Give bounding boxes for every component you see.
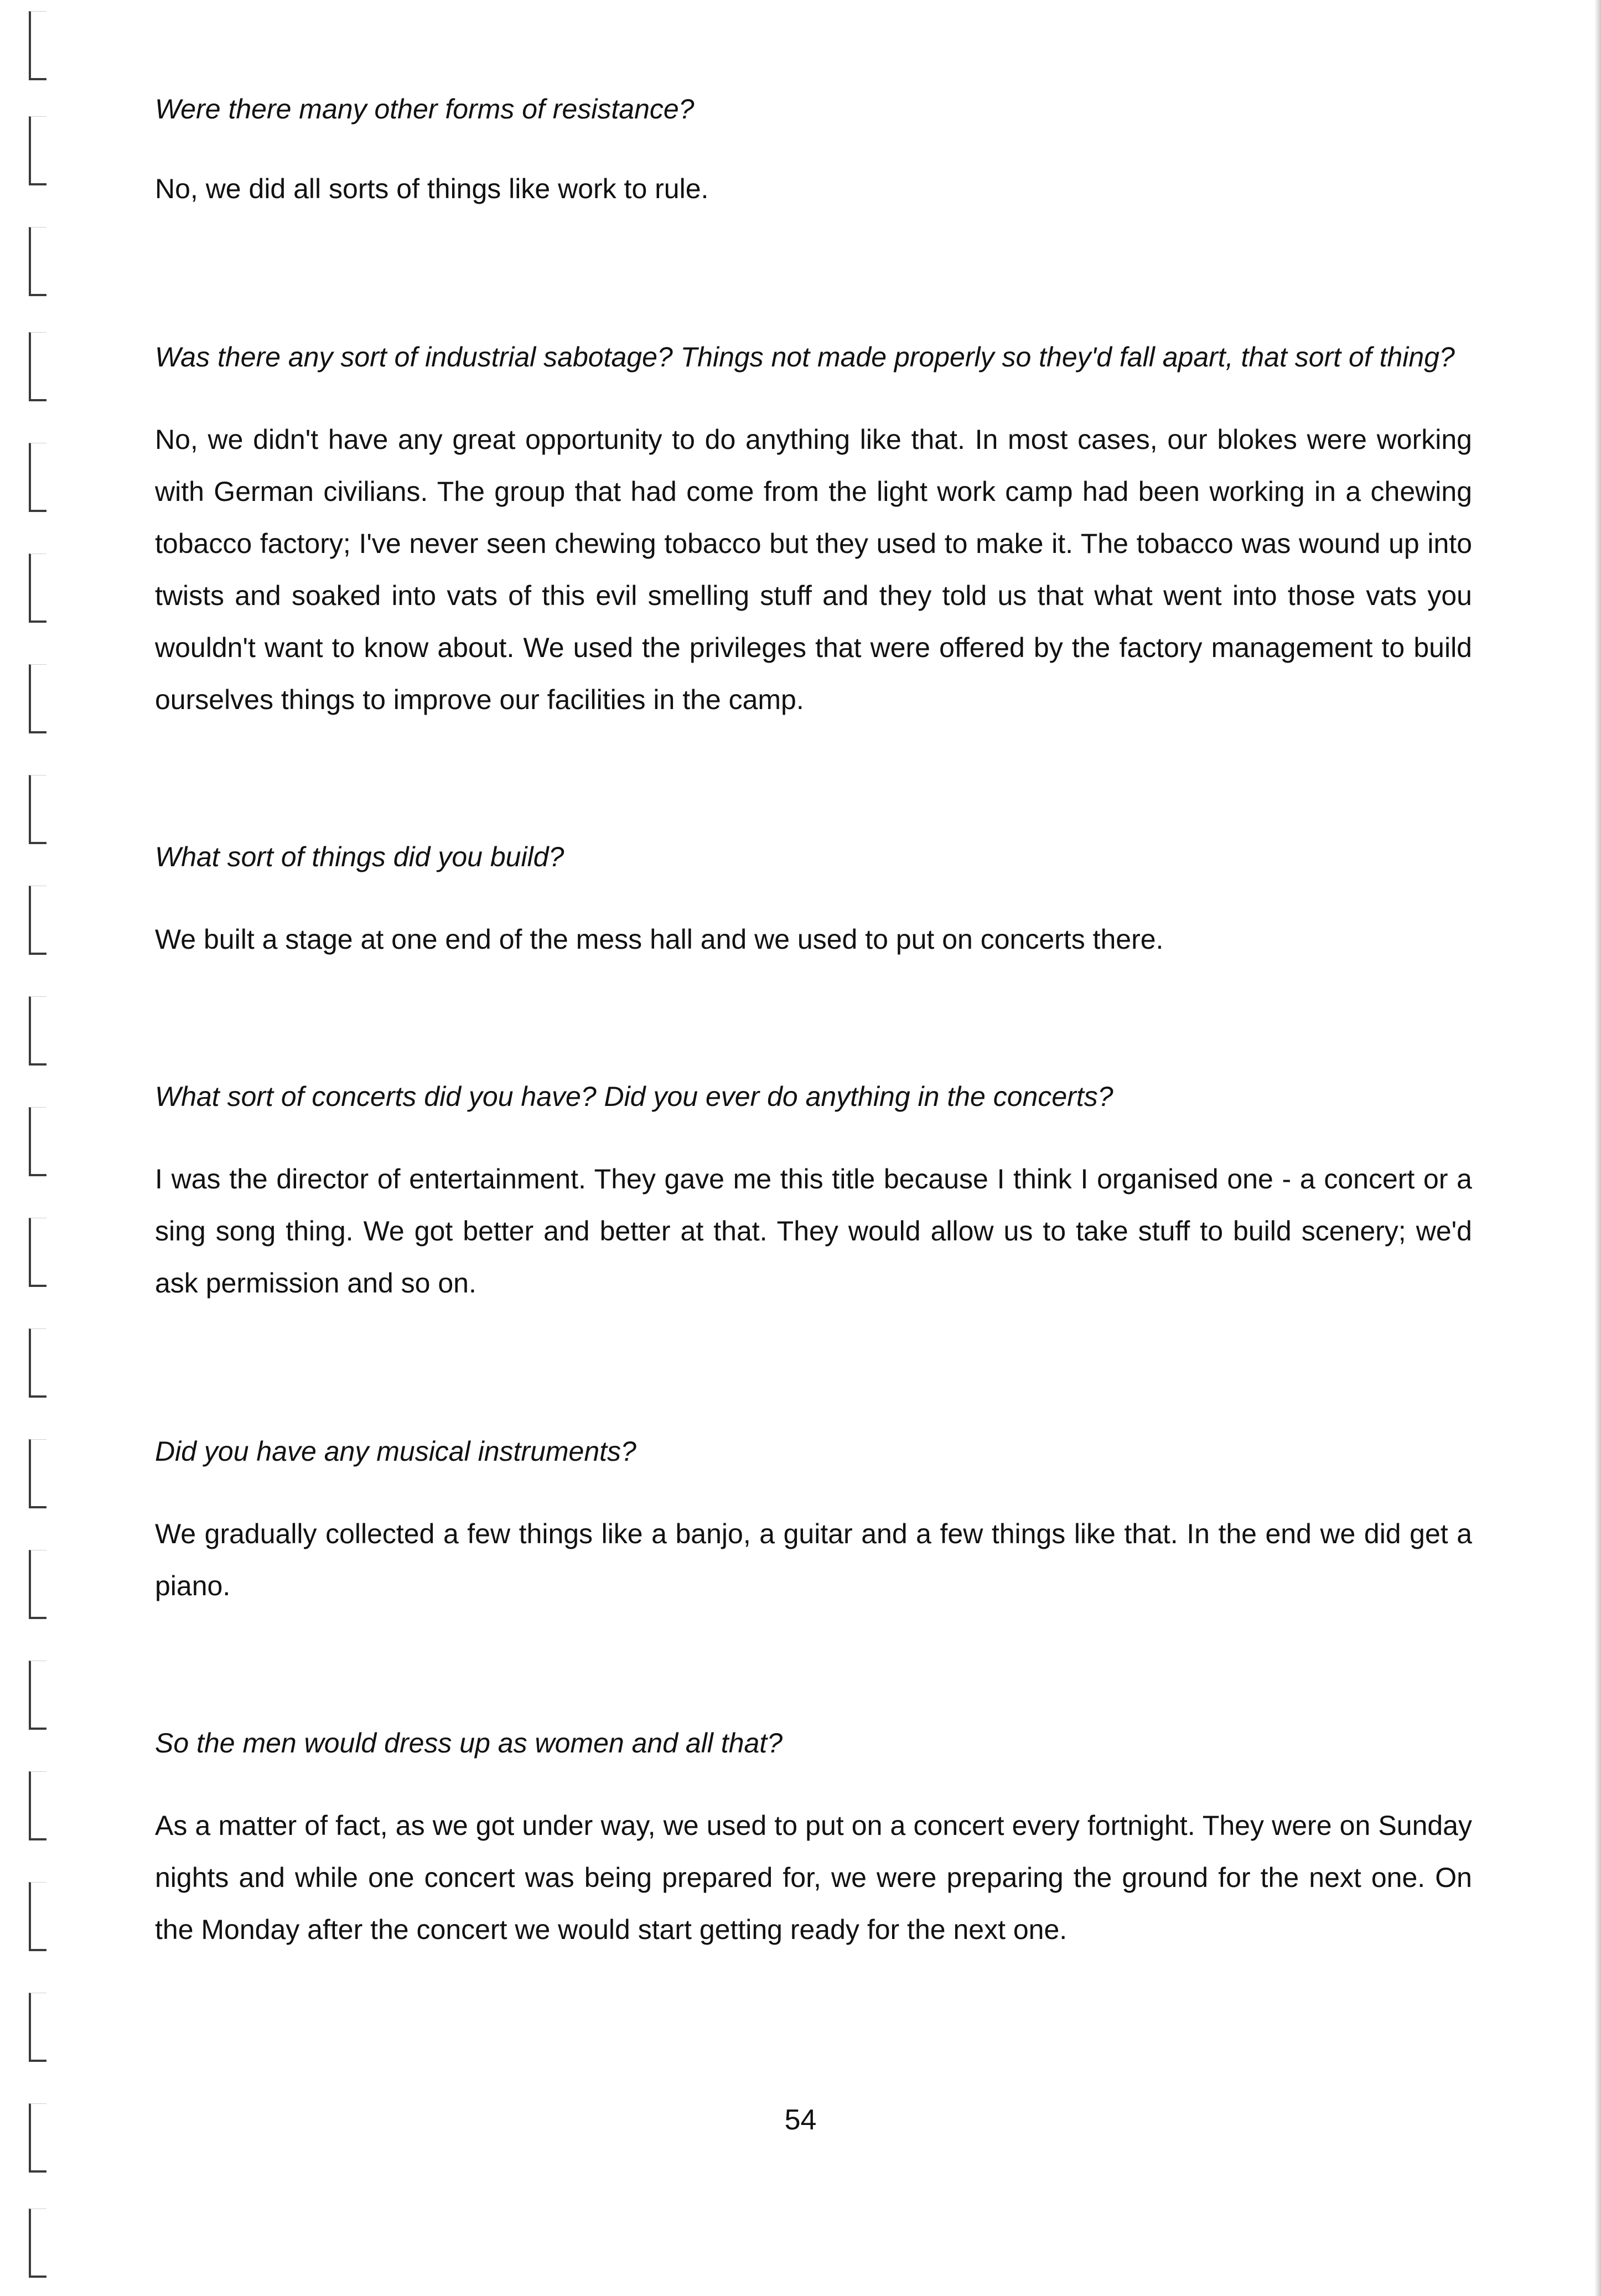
- binder-mark: [29, 332, 46, 401]
- binder-mark: [29, 1439, 46, 1508]
- binder-mark: [29, 116, 46, 185]
- binder-mark: [29, 1771, 46, 1840]
- binder-mark: [29, 2209, 46, 2278]
- binder-margin: [23, 0, 56, 2296]
- binder-mark: [29, 996, 46, 1066]
- interview-answer: I was the director of entertainment. They gave me this title because I think I organised one - a concert or a sing song thing. We got better and better at that. They would allow us to take stuff to build scenery; we'd ask permission and so on.: [155, 1163, 1472, 1299]
- interview-answer: We gradually collected a few things like a banjo, a guitar and a few things like that. In the end we did get a piano.: [155, 1518, 1472, 1601]
- binder-mark: [29, 1328, 46, 1398]
- binder-mark: [29, 1882, 46, 1951]
- interview-answer: As a matter of fact, as we got under way, we used to put on a concert every fortnight. They were on Sunday nights and while one concert was being prepared for, we were preparing the ground for the next one. On the Monday after the concert we would start getting ready for the next one.: [155, 1810, 1472, 1945]
- binder-mark: [29, 1661, 46, 1730]
- page-number: 54: [784, 2104, 817, 2136]
- interview-question: Was there any sort of industrial sabotage? Things not made properly so they'd fall apart, that sort of thing?: [155, 342, 1455, 373]
- binder-mark: [29, 554, 46, 623]
- binder-mark: [29, 664, 46, 733]
- binder-mark: [29, 886, 46, 955]
- binder-mark: [29, 227, 46, 296]
- binder-mark: [29, 1550, 46, 1619]
- interview-question: What sort of concerts did you have? Did you ever do anything in the concerts?: [155, 1081, 1113, 1112]
- interview-question: What sort of things did you build?: [155, 841, 564, 872]
- interview-question: Were there many other forms of resistance?: [155, 94, 695, 125]
- interview-question: Did you have any musical instruments?: [155, 1436, 636, 1467]
- page-edge-shadow: [1594, 0, 1601, 2296]
- interview-question: So the men would dress up as women and all that?: [155, 1728, 783, 1759]
- interview-answer: We built a stage at one end of the mess hall and we used to put on concerts there.: [155, 924, 1164, 955]
- binder-mark: [29, 1218, 46, 1287]
- binder-mark: [29, 443, 46, 512]
- interview-answer: No, we didn't have any great opportunity to do anything like that. In most cases, our blokes were working with German civilians. The group that had come from the light work camp had been working in a chewing tobacco factory; I've never seen chewing tobacco but they used to make it. The tobacco was wound up into twists and soaked into vats of this evil smelling stuff and they told us that what went into those vats you wouldn't want to know about. We used the privileges that were offered by the factory management to build ourselves things to improve our facilities in the camp.: [155, 424, 1472, 715]
- binder-mark: [29, 1107, 46, 1176]
- binder-mark: [29, 1993, 46, 2062]
- binder-mark: [29, 775, 46, 844]
- interview-answer: No, we did all sorts of things like work to rule.: [155, 173, 709, 204]
- transcript-body: [155, 83, 1472, 1956]
- binder-mark: [29, 11, 46, 80]
